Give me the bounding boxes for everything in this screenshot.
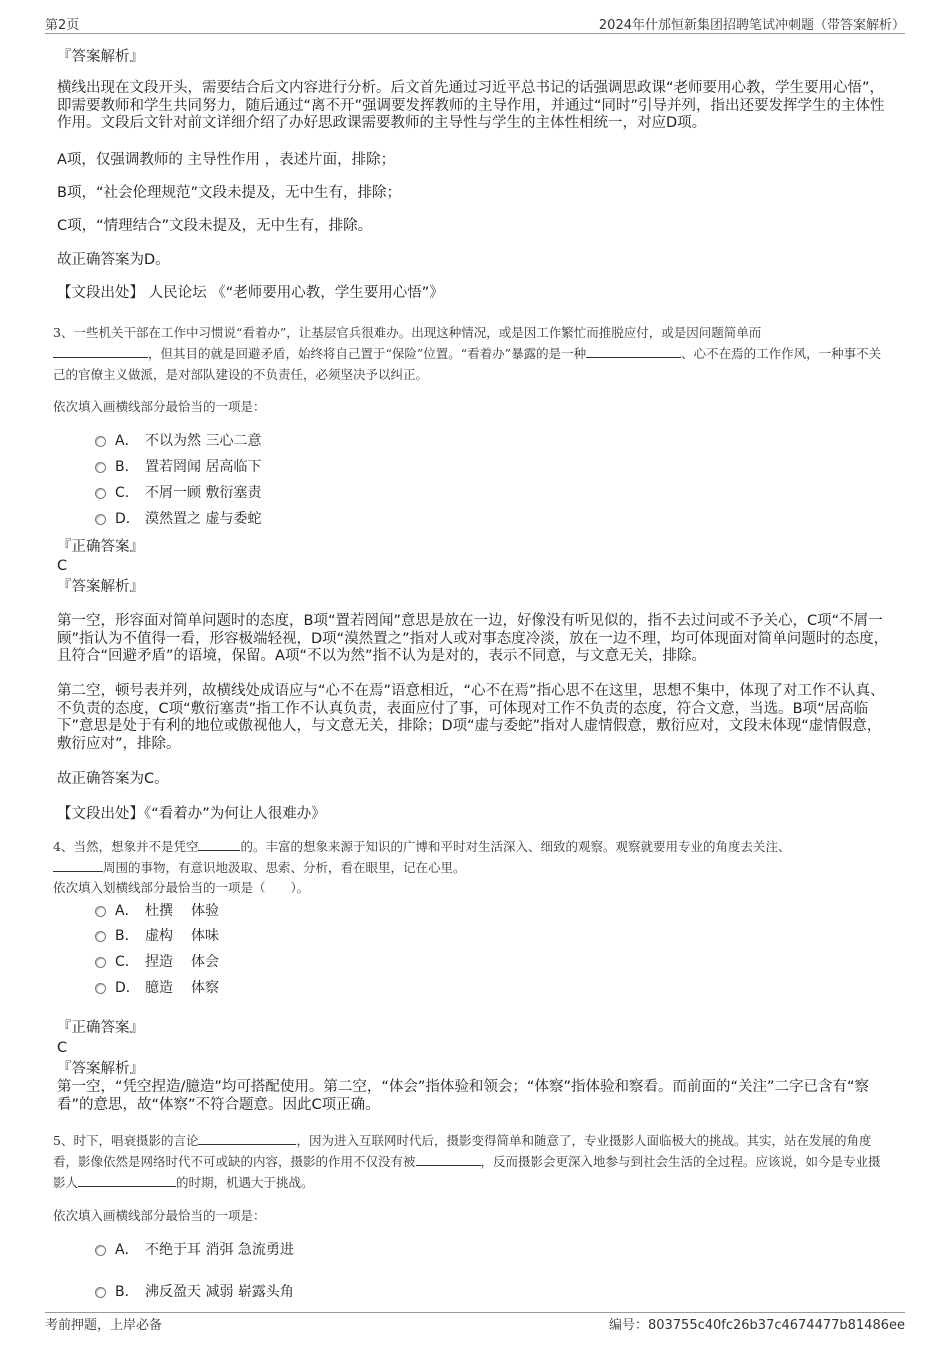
q4-stem xyxy=(53,836,893,878)
q3-option-c[interactable]: C． 不屑一顾 敷衍塞责 xyxy=(95,484,261,502)
radio-icon[interactable] xyxy=(95,462,106,473)
q2-source: 【文段出处】 人民论坛 《“老师要用心教，学生要用心悟”》 xyxy=(57,285,444,301)
q2-analysis-option-a: A项，仅强调教师的 主导性作用 ，表述片面，排除； xyxy=(57,152,396,168)
q3-answer-tag: 『正确答案』 xyxy=(57,539,144,555)
q4-stem-part-3: 周围的事物，有意识地汲取、思索、分析，看在眼里，记在心里。 xyxy=(103,860,466,875)
q5-blank-3 xyxy=(78,1174,176,1187)
radio-icon[interactable] xyxy=(95,931,106,942)
q3-stem-part-1: 3、一些机关干部在工作中习惯说“看着办”，让基层官兵很难办。出现这种情况，或是因工作繁忙而推脱应付，或是因问题简单而 xyxy=(53,325,762,340)
q3-source: 【文段出处】《“看着办”为何让人很难办》 xyxy=(57,806,326,822)
q3-conclusion: 故正确答案为C。 xyxy=(57,771,169,787)
q3-stem xyxy=(53,322,893,385)
q5-stem-part-2: ，因为进入互联网时代后，摄影变得简单和随意了，专业摄影人面临极大的挑战。其实，站在发展的角度看，影像依然是网络时代不可或缺的内容，摄影的作用不仅没有被 xyxy=(53,1133,872,1169)
radio-icon[interactable] xyxy=(95,436,106,447)
q5-blank-2 xyxy=(416,1153,481,1166)
q5-option-a[interactable]: A． 不绝于耳 消弭 急流勇进 xyxy=(95,1241,294,1259)
q3-analysis-paragraph-1: 第一空，形容面对简单问题时的态度，B项“置若罔闻”意思是放在一边，好像没有听见似的，指不去过问或不予关心，C项“不屑一顾”指认为不值得一看，形容极端轻视，D项“漠然置之”指对人或对事态度冷淡，放在一边不理，均可体现面对简单问题时的态度，且符合“回避矛盾”的语境，保留。A项“不以为然”指不认为是对的，表示不同意，与文意无关，排除。 xyxy=(57,613,889,664)
q4-option-c[interactable]: C． 捏造 体会 xyxy=(95,953,219,971)
q4-analysis-tag: 『答案解析』 xyxy=(57,1061,144,1077)
q4-answer: C xyxy=(57,1040,68,1056)
q3-stem-part-3: 、心不在焉的工作作风，一种事不关己的官僚主义做派，是对部队建设的不负责任，必须坚决予以纠正。 xyxy=(53,346,882,382)
footer-document-id: 编号：803755c40fc26b37c4674477b81486ee xyxy=(608,1318,905,1333)
q3-analysis-tag: 『答案解析』 xyxy=(57,579,144,595)
q4-blank-1 xyxy=(198,838,240,851)
radio-icon[interactable] xyxy=(95,906,106,917)
radio-icon[interactable] xyxy=(95,1287,106,1298)
q5-option-b[interactable]: B． 沸反盈天 减弱 崭露头角 xyxy=(95,1283,294,1301)
q4-stem-part-2: 的。丰富的想象来源于知识的广博和平时对生活深入、细致的观察。观察就要用专业的角度去关注、 xyxy=(240,839,791,854)
q4-prompt: 依次填入划横线部分最恰当的一项是（ ）。 xyxy=(53,880,310,895)
radio-icon[interactable] xyxy=(95,488,106,499)
radio-icon[interactable] xyxy=(95,514,106,525)
radio-icon[interactable] xyxy=(95,1245,106,1256)
q4-analysis-paragraph: 第一空，“凭空捏造/臆造”均可搭配使用。第二空，“体会”指体验和领会；“体察”指体验和察看。而前面的“关注”二字已含有“察看”的意思，故“体察”不符合题意。因此C项正确。 xyxy=(57,1079,869,1113)
q5-stem xyxy=(53,1130,893,1193)
q2-analysis-option-b: B项，“社会伦理规范”文段未提及，无中生有，排除； xyxy=(57,185,401,201)
footer-slogan: 考前押题，上岸必备 xyxy=(45,1318,163,1333)
q2-analysis-paragraph: 横线出现在文段开头，需要结合后文内容进行分析。后文首先通过习近平总书记的话强调思政课“老师要用心教，学生要用心悟”，即需要教师和学生共同努力，随后通过“离不开”强调要发挥教师的主导作用，并通过“同时”引导并列，指出还要发挥学生的主体性作用。文段后文针对前文详细介绍了办好思政课需要教师的主导性与学生的主体性相统一，对应D项。 xyxy=(57,80,885,131)
q3-option-b[interactable]: B． 置若罔闻 居高临下 xyxy=(95,458,261,476)
q5-stem-part-3: ，反而摄影会更深入地参与到社会生活的全过程。应该说，如今是专业摄影人 xyxy=(53,1154,881,1190)
q3-stem-part-2: ，但其目的就是回避矛盾，始终将自己置于“保险”位置。“看着办”暴露的是一种 xyxy=(148,346,587,361)
q2-conclusion: 故正确答案为D。 xyxy=(57,252,170,268)
q5-stem-part-4: 的时期，机遇大于挑战。 xyxy=(176,1175,314,1190)
q3-blank-2 xyxy=(586,345,681,358)
q3-analysis-paragraph-2: 第二空，顿号表并列，故横线处成语应与“心不在焉”语意相近，“心不在焉”指心思不在这里，思想不集中，体现了对工作不认真、不负责的态度，C项“敷衍塞责”指工作不认真负责，表面应付了事，可体现对工作不负责的态度，符合文意，当选。B项“居高临下”意思是处于有利的地位或傲视他人，与文意无关，排除；D项“虚与委蛇”指对人虚情假意，敷衍应对，文段未体现“虚情假意，敷衍应对”，排除。 xyxy=(57,683,885,752)
q4-answer-tag: 『正确答案』 xyxy=(57,1020,144,1036)
q3-option-a[interactable]: A． 不以为然 三心二意 xyxy=(95,432,261,450)
q4-option-d[interactable]: D． 臆造 体察 xyxy=(95,979,219,997)
radio-icon[interactable] xyxy=(95,983,106,994)
q4-option-b[interactable]: B． 虚构 体味 xyxy=(95,927,219,945)
q4-option-a[interactable]: A． 杜撰 体验 xyxy=(95,902,219,920)
header-divider xyxy=(45,33,905,34)
q3-blank-1 xyxy=(53,345,148,358)
q3-prompt: 依次填入画横线部分最恰当的一项是： xyxy=(53,399,266,414)
page-number: 第2页 xyxy=(45,18,80,33)
q3-option-d[interactable]: D． 漠然置之 虚与委蛇 xyxy=(95,510,261,528)
q5-prompt: 依次填入画横线部分最恰当的一项是： xyxy=(53,1208,266,1223)
document-title: 2024年什邡恒新集团招聘笔试冲刺题（带答案解析） xyxy=(598,18,905,33)
q5-blank-1 xyxy=(198,1132,296,1145)
q2-analysis-option-c: C项，“情理结合”文段未提及，无中生有，排除。 xyxy=(57,218,373,234)
radio-icon[interactable] xyxy=(95,957,106,968)
footer-divider xyxy=(45,1312,905,1313)
q5-stem-part-1: 5、时下，唱衰摄影的言论 xyxy=(53,1133,199,1148)
q4-blank-2 xyxy=(53,859,103,872)
q3-answer: C xyxy=(57,558,68,574)
q2-analysis-tag: 『答案解析』 xyxy=(57,49,144,65)
q4-stem-part-1: 4、当然，想象并不是凭空 xyxy=(53,839,199,854)
